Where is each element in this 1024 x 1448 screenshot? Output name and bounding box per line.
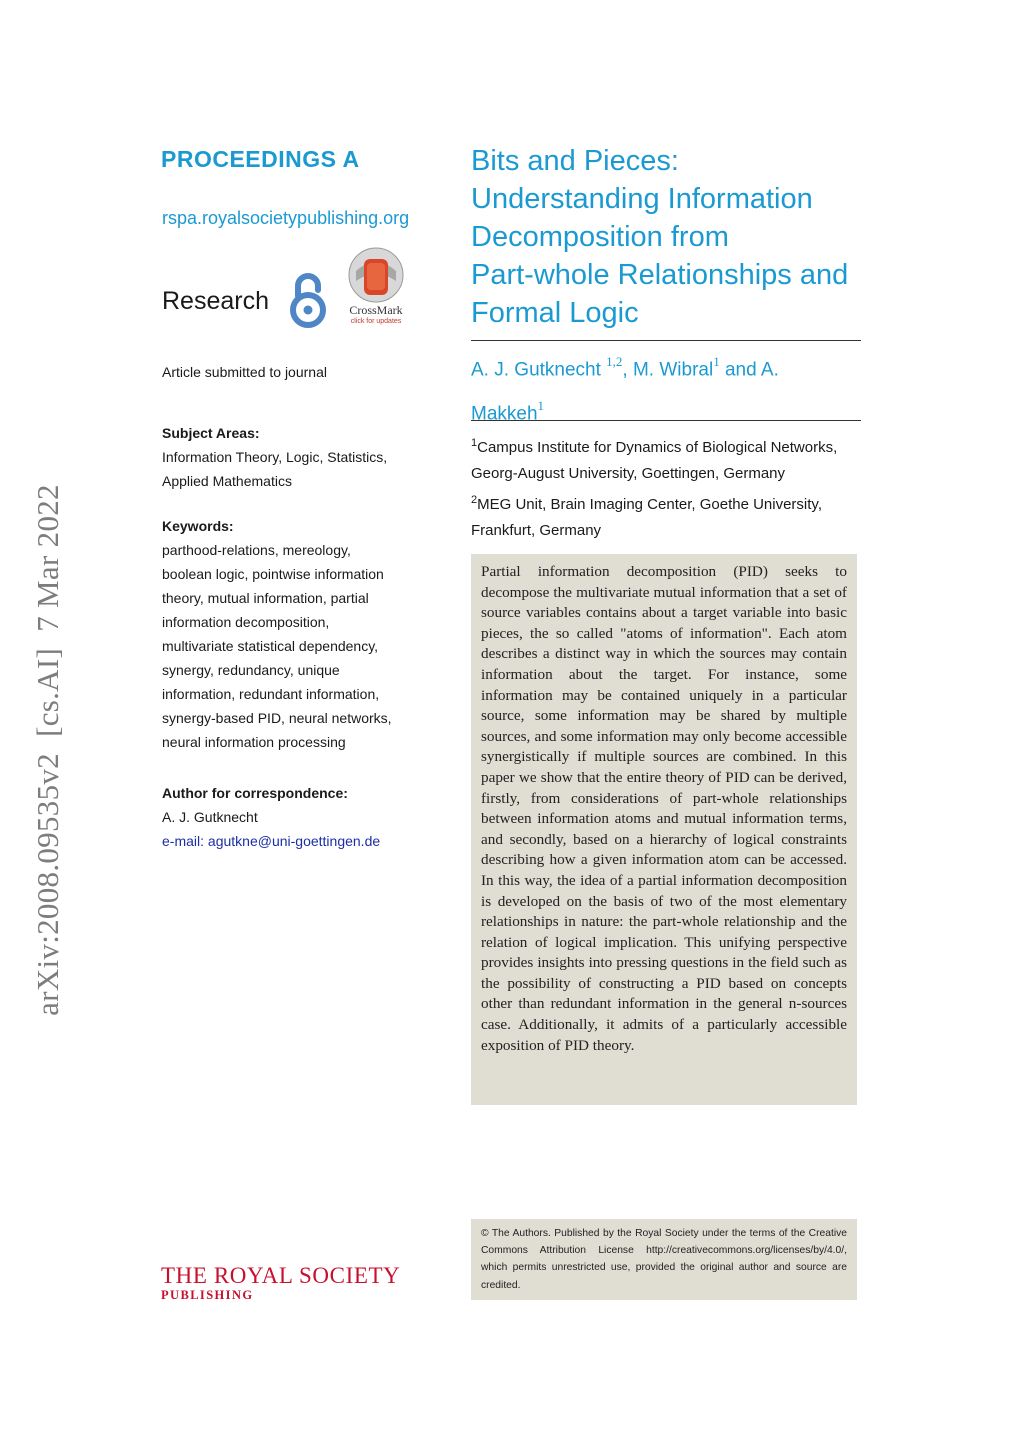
divider bbox=[471, 340, 861, 341]
royal-society-logo bbox=[161, 1264, 400, 1302]
license-text: © The Authors. Published by the Royal Society under the terms of the Creative Commons Attribution License http://creativecommons.org/licenses/by/4.0/, which permits unrestricted use, provided the original author and source are credited. bbox=[481, 1228, 847, 1291]
email-label: e-mail: bbox=[162, 833, 208, 849]
author-affil-mark: 1 bbox=[537, 398, 545, 414]
author-name: , M. Wibral bbox=[622, 359, 714, 381]
author-name: and A. bbox=[719, 359, 779, 381]
publisher-sub: PUBLISHING bbox=[161, 1288, 254, 1302]
subject-areas-heading: Subject Areas: bbox=[162, 425, 260, 441]
affiliation-text: MEG Unit, Brain Imaging Center, Goethe University, Frankfurt, Germany bbox=[471, 496, 822, 539]
title-line: Formal Logic bbox=[471, 297, 639, 329]
title-line: Bits and Pieces: bbox=[471, 145, 679, 177]
crossmark-sub-label: click for updates bbox=[350, 318, 402, 325]
article-type: Research bbox=[162, 287, 269, 315]
affiliation-mark: 2 bbox=[471, 494, 478, 506]
affiliation bbox=[471, 430, 866, 487]
publisher-name: THE ROYAL SOCIETY bbox=[161, 1263, 401, 1288]
keywords-heading: Keywords: bbox=[162, 518, 234, 534]
keywords-line: information, redundant information, bbox=[162, 686, 380, 702]
subject-areas bbox=[162, 421, 422, 493]
open-access-icon bbox=[289, 272, 327, 328]
author-line bbox=[471, 345, 861, 389]
submission-note: Article submitted to journal bbox=[162, 364, 327, 380]
correspondence bbox=[162, 781, 422, 853]
affiliation bbox=[471, 487, 866, 544]
keywords-line: synergy-based PID, neural networks, bbox=[162, 710, 392, 726]
crossmark-button[interactable] bbox=[340, 247, 412, 333]
license-box bbox=[471, 1219, 857, 1300]
correspondence-name: A. J. Gutknecht bbox=[162, 809, 258, 825]
author-affil-mark: 1 bbox=[713, 354, 720, 369]
journal-name: PROCEEDINGS A bbox=[161, 146, 360, 172]
paper-title bbox=[471, 142, 871, 332]
subject-areas-line: Applied Mathematics bbox=[162, 473, 292, 489]
keywords-line: multivariate statistical dependency, bbox=[162, 638, 379, 654]
keywords-line: synergy, redundancy, unique bbox=[162, 662, 340, 678]
crossmark-icon bbox=[340, 247, 412, 305]
affiliation-mark: 1 bbox=[471, 437, 478, 449]
title-line: Decomposition from bbox=[471, 221, 729, 253]
abstract-box bbox=[471, 554, 857, 1105]
affiliations bbox=[471, 430, 866, 544]
keywords-line: neural information processing bbox=[162, 734, 346, 750]
affiliation-text: Campus Institute for Dynamics of Biological Networks, Georg-August University, Goettingen, Germany bbox=[471, 439, 838, 482]
author-name: Makkeh bbox=[471, 403, 538, 425]
journal-url-link[interactable]: rspa.royalsocietypublishing.org bbox=[162, 208, 410, 228]
author-name: A. J. Gutknecht bbox=[471, 359, 607, 381]
keywords-line: parthood-relations, mereology, bbox=[162, 542, 351, 558]
correspondence-heading: Author for correspondence: bbox=[162, 785, 348, 801]
keywords bbox=[162, 514, 422, 754]
keywords-line: theory, mutual information, partial bbox=[162, 590, 369, 606]
keywords-line: information decomposition, bbox=[162, 614, 330, 630]
subject-areas-line: Information Theory, Logic, Statistics, bbox=[162, 449, 388, 465]
keywords-line: boolean logic, pointwise information bbox=[162, 566, 384, 582]
author-line bbox=[471, 389, 861, 433]
email-link[interactable]: agutkne@uni-goettingen.de bbox=[207, 833, 381, 849]
correspondence-email-row bbox=[162, 829, 422, 853]
crossmark-label: CrossMark bbox=[349, 303, 403, 317]
divider bbox=[471, 420, 861, 421]
author-affil-mark: 1,2 bbox=[606, 354, 623, 369]
abstract-text: Partial information decomposition (PID) seeks to decompose the multivariate mutual information that a set of source variables contains about a target variable into basic pieces, the so called "atoms of information". Each atom describes a distinct way in which the sources may contain information about the target. For instance, some information may be contained uniquely in a particular source, some information may be shared by multiple sources, and some information may only become accessible synergistically if multiple sources are combined. In this paper we show that the entire theory of PID can be derived, firstly, from considerations of part-whole relationships between information atoms and mutual information terms, and secondly, based on a hierarchy of logical constraints describing how a given information atom can be accessed. In this way, the idea of a partial information decomposition is developed on the basis of two of the most elementary relationships in nature: the part-whole relationship and the relation of logical implication. This unifying perspective provides insights into pressing questions in the field such as the possibility of constructing a PID based on concepts other than redundant information in the general n-sources case. Additionally, it admits of a particularly accessible exposition of PID theory. bbox=[481, 563, 847, 1054]
title-line: Part-whole Relationships and bbox=[471, 259, 849, 291]
arxiv-stamp: arXiv:2008.09535v2 [cs.AI] 7 Mar 2022 bbox=[30, 484, 65, 1016]
title-line: Understanding Information bbox=[471, 183, 813, 215]
